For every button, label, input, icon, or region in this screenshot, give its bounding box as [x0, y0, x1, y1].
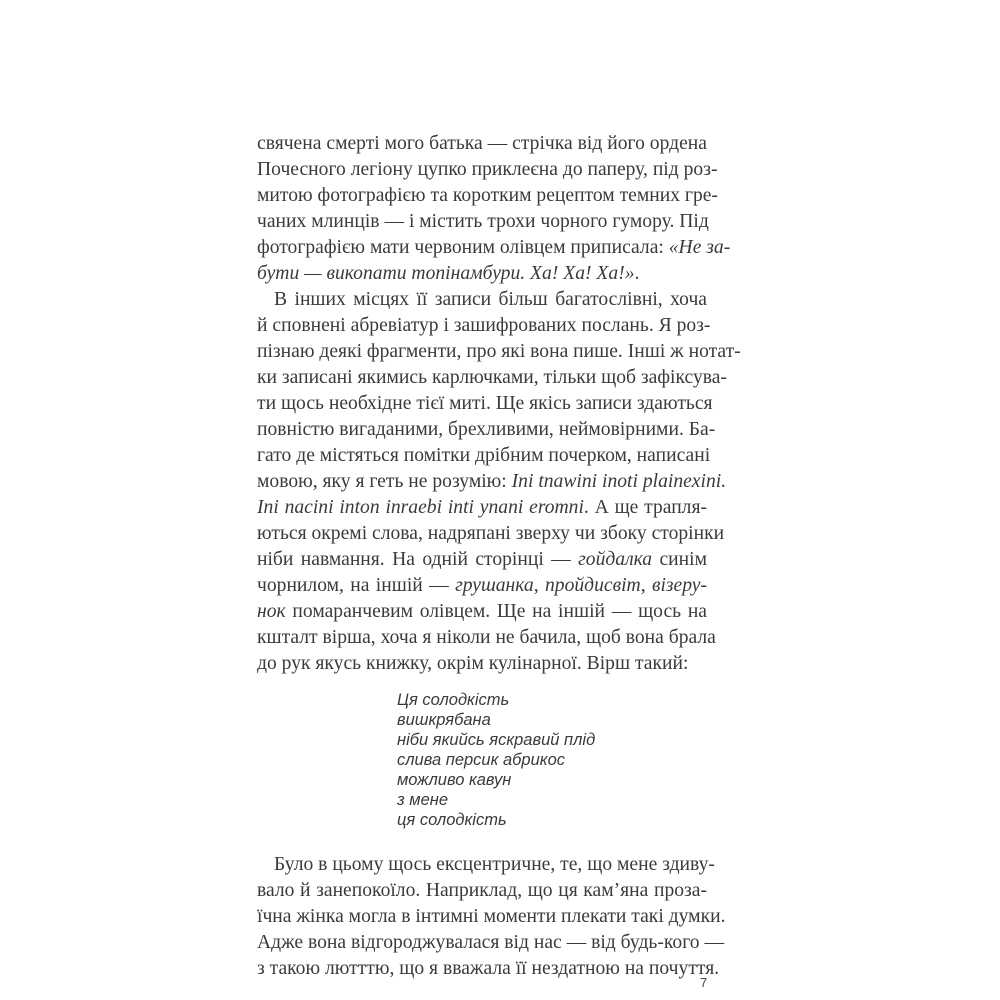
text-line: ки записані якимись карлючками, тільки щоб зафіксува- — [257, 367, 727, 388]
text-line: Адже вона відгороджувалася від нас — від будь-кого — — [257, 932, 725, 953]
text-line: ніби навмання. На одній сторінці — гойдалка синім — [257, 549, 707, 570]
text-line: Ini nacini inton inraebi inti ynani eromni. А ще трапля- — [257, 497, 707, 518]
text-line: чаних млинців — і містить трохи чорного гумору. Під — [257, 211, 709, 232]
poem-line: ніби якийсь яскравий плід — [397, 731, 596, 749]
text-line: й сповнені абревіатур і зашифрованих послань. Я роз- — [257, 315, 711, 336]
text-line: фотографією мати червоним олівцем приписала: «Не за- — [257, 237, 731, 258]
text-line: чорнилом, на іншій — грушанка, пройдисвіт, візеру- — [257, 575, 707, 596]
text-line: ються окремі слова, надряпані зверху чи збоку сторінки — [257, 523, 725, 544]
text-line: ти щось необхідне тієї миті. Ще якісь записи здаються — [257, 393, 713, 414]
text-line: В інших місцях її записи більш багатослівні, хоча — [274, 289, 707, 310]
text-line: повністю вигаданими, брехливими, неймовірними. Ба- — [257, 419, 716, 440]
poem-line: ця солодкість — [397, 811, 507, 829]
text-line: пізнаю деякі фрагменти, про які вона пише. Інші ж нотат- — [257, 341, 741, 362]
text-line: до рук якусь книжку, окрім кулінарної. Вірш такий: — [257, 653, 689, 674]
text-line: кшталт вірша, хоча я ніколи не бачила, щоб вона брала — [257, 627, 716, 648]
poem-line: слива персик абрикос — [397, 751, 566, 769]
text-line: з такою лютттю, що я вважала її нездатною на почуття. — [257, 958, 720, 979]
text-line: нок помаранчевим олівцем. Ще на іншій — щось на — [257, 601, 707, 622]
text-line: бути — викопати топінамбури. Ха! Ха! Ха!». — [257, 263, 640, 284]
poem-line: можливо кавун — [397, 771, 512, 789]
text-line: гато де містяться помітки дрібним почерком, написані — [257, 445, 711, 466]
text-line: свячена смерті мого батька — стрічка від його ордена — [257, 133, 707, 154]
poem-line: вишкрябана — [397, 711, 491, 729]
poem-line: Ця солодкість — [397, 691, 510, 709]
text-line: Почесного легіону цупко приклеєна до паперу, під роз- — [257, 159, 718, 180]
page-number: 7 — [700, 975, 708, 990]
poem-line: з мене — [397, 791, 448, 809]
text-line: вало й занепокоїло. Наприклад, що ця кам’яна проза- — [257, 880, 707, 901]
text-line: митою фотографією та коротким рецептом темних гре- — [257, 185, 718, 206]
text-line: мовою, яку я геть не розумію: Ini tnawini inoti plainexini. — [257, 471, 727, 492]
text-line: Було в цьому щось ексцентричне, те, що мене здиву- — [274, 854, 715, 875]
text-line: їчна жінка могла в інтимні моменти плекати такі думки. — [257, 906, 726, 927]
